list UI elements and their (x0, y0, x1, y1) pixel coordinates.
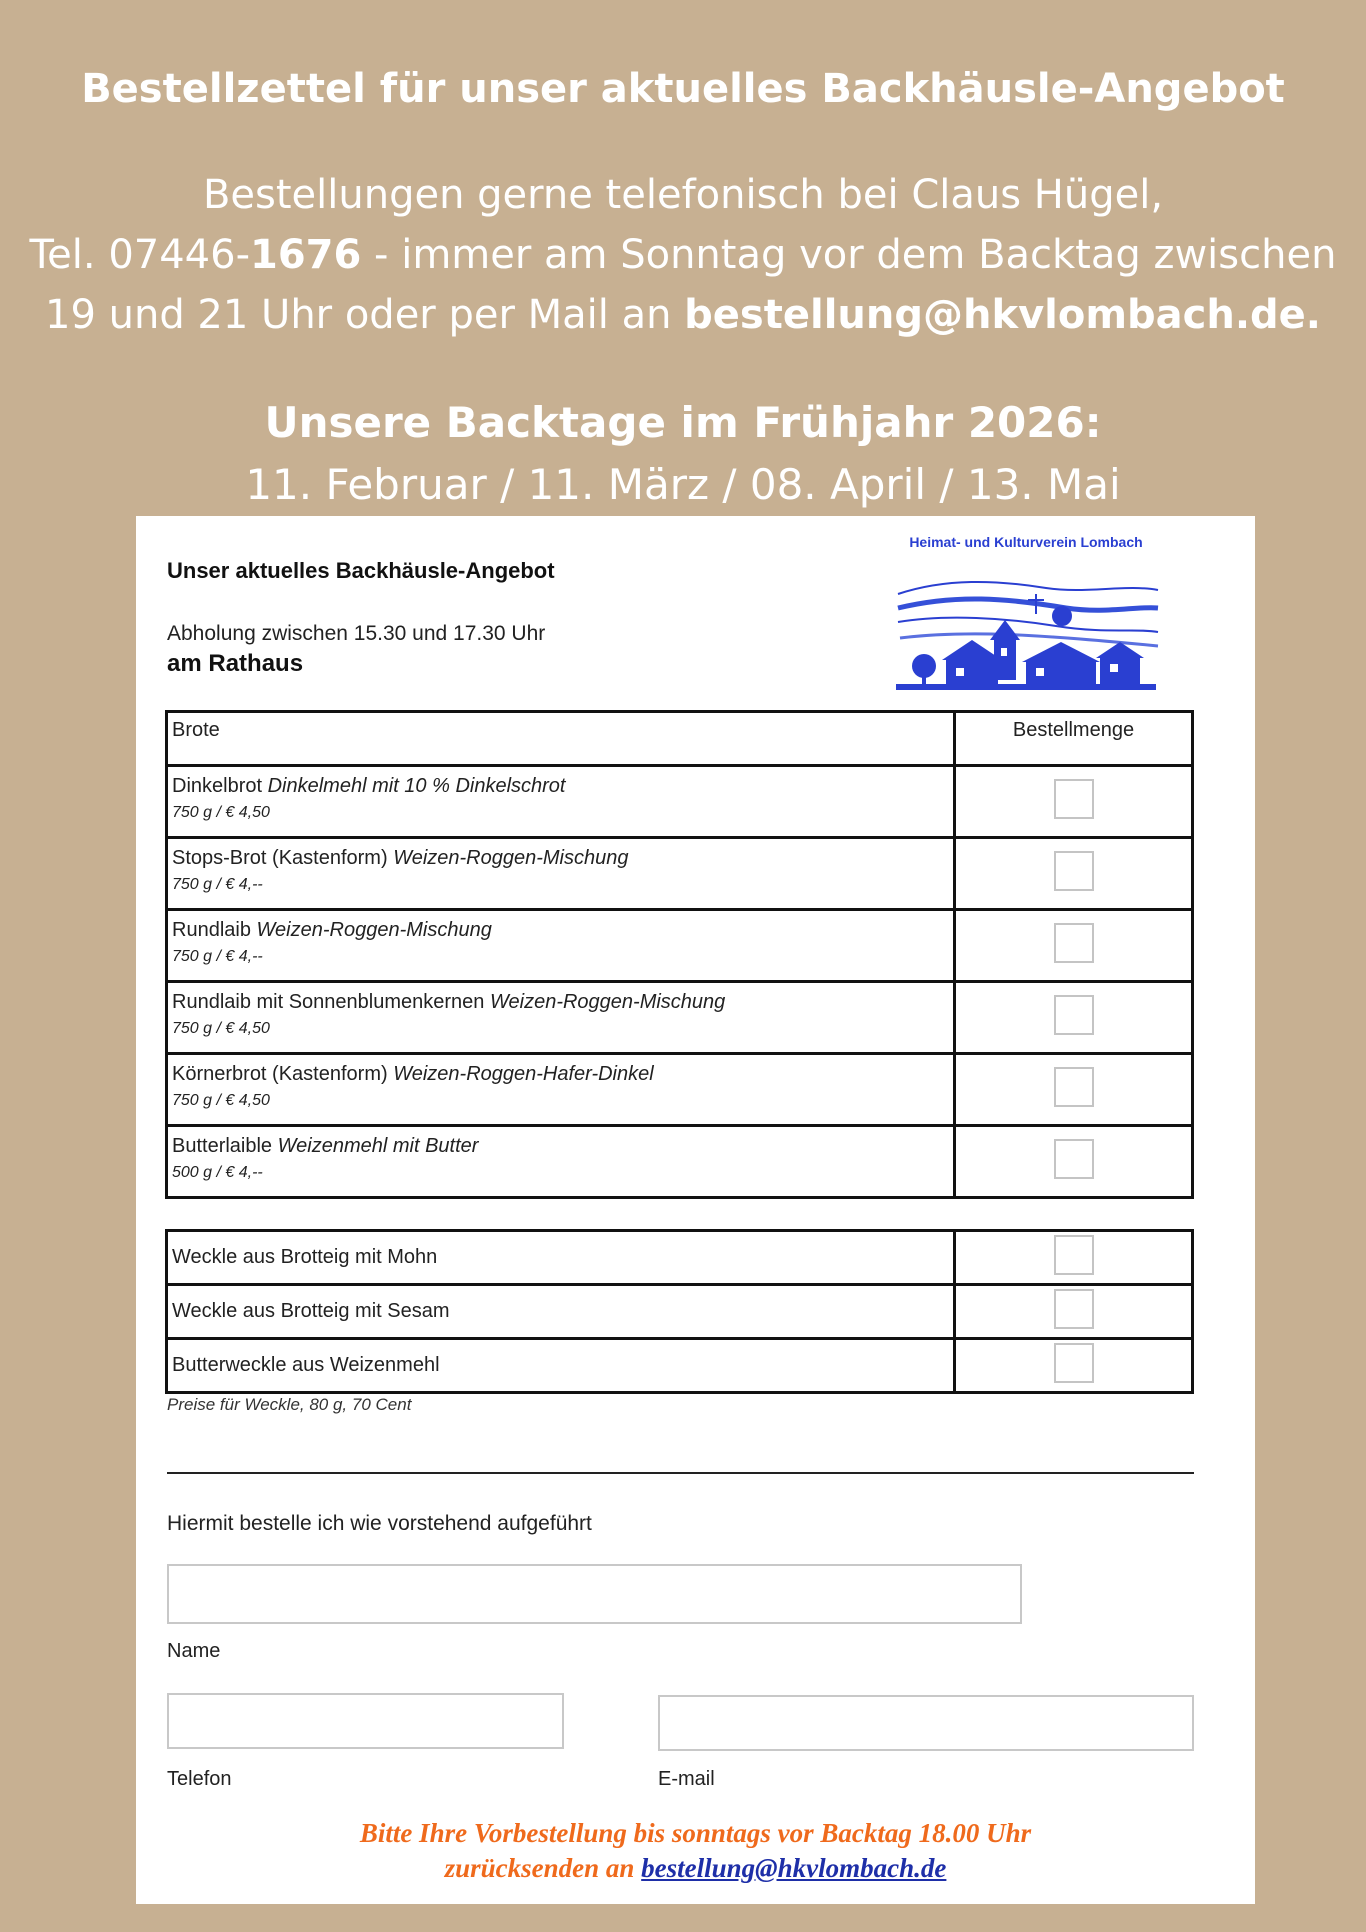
page-title: Bestellzettel für unser aktuelles Backhäusle-Angebot (81, 66, 1285, 112)
pickup-time: Abholung zwischen 15.30 und 17.30 Uhr (167, 622, 546, 645)
product-name: Stops-Brot (Kastenform) (172, 847, 394, 869)
phone-field[interactable] (167, 1693, 564, 1749)
association-logo (886, 534, 1166, 710)
product-cell (167, 1126, 955, 1198)
roll-name: Weckle aus Brotteig mit Mohn (167, 1231, 955, 1285)
email-field[interactable] (658, 1695, 1194, 1751)
email-prefix: 19 und 21 Uhr oder per Mail an (45, 292, 685, 338)
rolls-price-note: Preise für Weckle, 80 g, 70 Cent (167, 1395, 412, 1414)
quantity-cell (955, 1231, 1193, 1285)
product-cell (167, 982, 955, 1054)
quantity-cell (955, 838, 1193, 910)
product-cell (167, 910, 955, 982)
name-label: Name (167, 1640, 221, 1662)
product-cell (167, 1054, 955, 1126)
product-price: 750 g / € 4,-- (172, 876, 263, 893)
product-description: Weizen-Roggen-Mischung (393, 847, 629, 869)
quantity-cell (955, 766, 1193, 838)
order-email-link[interactable]: bestellung@hkvlombach.de (641, 1853, 947, 1883)
product-name: Rundlaib mit Sonnenblumenkernen (172, 991, 490, 1013)
product-price: 750 g / € 4,50 (172, 1020, 270, 1037)
quantity-cell (955, 1339, 1193, 1393)
table-row (167, 1285, 1193, 1339)
col-header-product: Brote (167, 712, 955, 766)
table-row (167, 1126, 1193, 1198)
quantity-checkbox[interactable] (1054, 1343, 1094, 1383)
baking-dates: 11. Februar / 11. März / 08. April / 13. Mai (245, 460, 1121, 509)
table-row (167, 838, 1193, 910)
quantity-checkbox[interactable] (1054, 995, 1094, 1035)
table-row (167, 1231, 1193, 1285)
submission-return-line (136, 1851, 1255, 1886)
product-description: Weizen-Roggen-Mischung (489, 991, 726, 1013)
quantity-checkbox[interactable] (1054, 1139, 1094, 1179)
table-row (167, 910, 1193, 982)
bread-table-header (167, 712, 1193, 766)
product-name: Butterlaible (172, 1135, 278, 1157)
header-contact-line-1 (0, 172, 1366, 218)
quantity-checkbox[interactable] (1054, 779, 1094, 819)
submission-deadline: Bitte Ihre Vorbestellung bis sonntags vor Backtag 18.00 Uhr (359, 1818, 1032, 1848)
quantity-cell (955, 982, 1193, 1054)
table-row (167, 982, 1193, 1054)
name-field[interactable] (167, 1564, 1022, 1624)
quantity-checkbox[interactable] (1054, 923, 1094, 963)
product-name: Körnerbrot (Kastenform) (172, 1063, 394, 1085)
product-price: 750 g / € 4,50 (172, 1092, 270, 1109)
product-price: 750 g / € 4,50 (172, 804, 270, 821)
product-description: Weizenmehl mit Butter (277, 1135, 479, 1157)
email-label: E-mail (658, 1768, 715, 1790)
phone-prefix: Tel. 07446- (29, 232, 251, 278)
divider (167, 1472, 1194, 1474)
village-landscape-logo-icon (886, 534, 1166, 710)
rolls-table (165, 1229, 1194, 1394)
quantity-cell (955, 910, 1193, 982)
roll-name: Butterweckle aus Weizenmehl (167, 1339, 955, 1393)
phone-suffix: - immer am Sonntag vor dem Backtag zwischen (361, 232, 1337, 278)
product-description: Weizen-Roggen-Hafer-Dinkel (393, 1063, 654, 1085)
product-description: Weizen-Roggen-Mischung (256, 919, 492, 941)
product-price: 750 g / € 4,-- (172, 948, 263, 965)
product-cell (167, 766, 955, 838)
table-row (167, 1054, 1193, 1126)
header-contact-line-3 (0, 292, 1366, 338)
quantity-checkbox[interactable] (1054, 1067, 1094, 1107)
order-form-sheet (136, 516, 1255, 1904)
order-statement: Hiermit bestelle ich wie vorstehend aufgeführt (167, 1512, 592, 1535)
return-prefix: zurücksenden an (444, 1853, 642, 1883)
col-header-quantity: Bestellmenge (955, 712, 1193, 766)
logo-caption: Heimat- und Kulturverein Lombach (909, 534, 1143, 550)
header-email: bestellung@hkvlombach.de. (684, 292, 1321, 338)
quantity-checkbox[interactable] (1054, 1235, 1094, 1275)
product-name: Rundlaib (172, 919, 257, 941)
quantity-cell (955, 1126, 1193, 1198)
product-price: 500 g / € 4,-- (172, 1164, 263, 1181)
bread-table (165, 710, 1194, 1199)
product-cell (167, 838, 955, 910)
form-title: Unser aktuelles Backhäusle-Angebot (167, 558, 555, 583)
product-name: Dinkelbrot (172, 775, 268, 797)
table-row (167, 766, 1193, 838)
baking-days-heading: Unsere Backtage im Frühjahr 2026: (264, 398, 1102, 447)
contact-text: Bestellungen gerne telefonisch bei Claus Hügel, (202, 172, 1164, 218)
roll-name: Weckle aus Brotteig mit Sesam (167, 1285, 955, 1339)
phone-label: Telefon (167, 1768, 232, 1790)
quantity-cell (955, 1285, 1193, 1339)
quantity-checkbox[interactable] (1054, 1289, 1094, 1329)
product-description: Dinkelmehl mit 10 % Dinkelschrot (267, 775, 566, 797)
header-contact-line-2 (0, 232, 1366, 278)
pickup-place: am Rathaus (167, 650, 304, 677)
quantity-checkbox[interactable] (1054, 851, 1094, 891)
phone-number: 1676 (250, 232, 362, 278)
submission-note (136, 1816, 1255, 1886)
table-row (167, 1339, 1193, 1393)
quantity-cell (955, 1054, 1193, 1126)
